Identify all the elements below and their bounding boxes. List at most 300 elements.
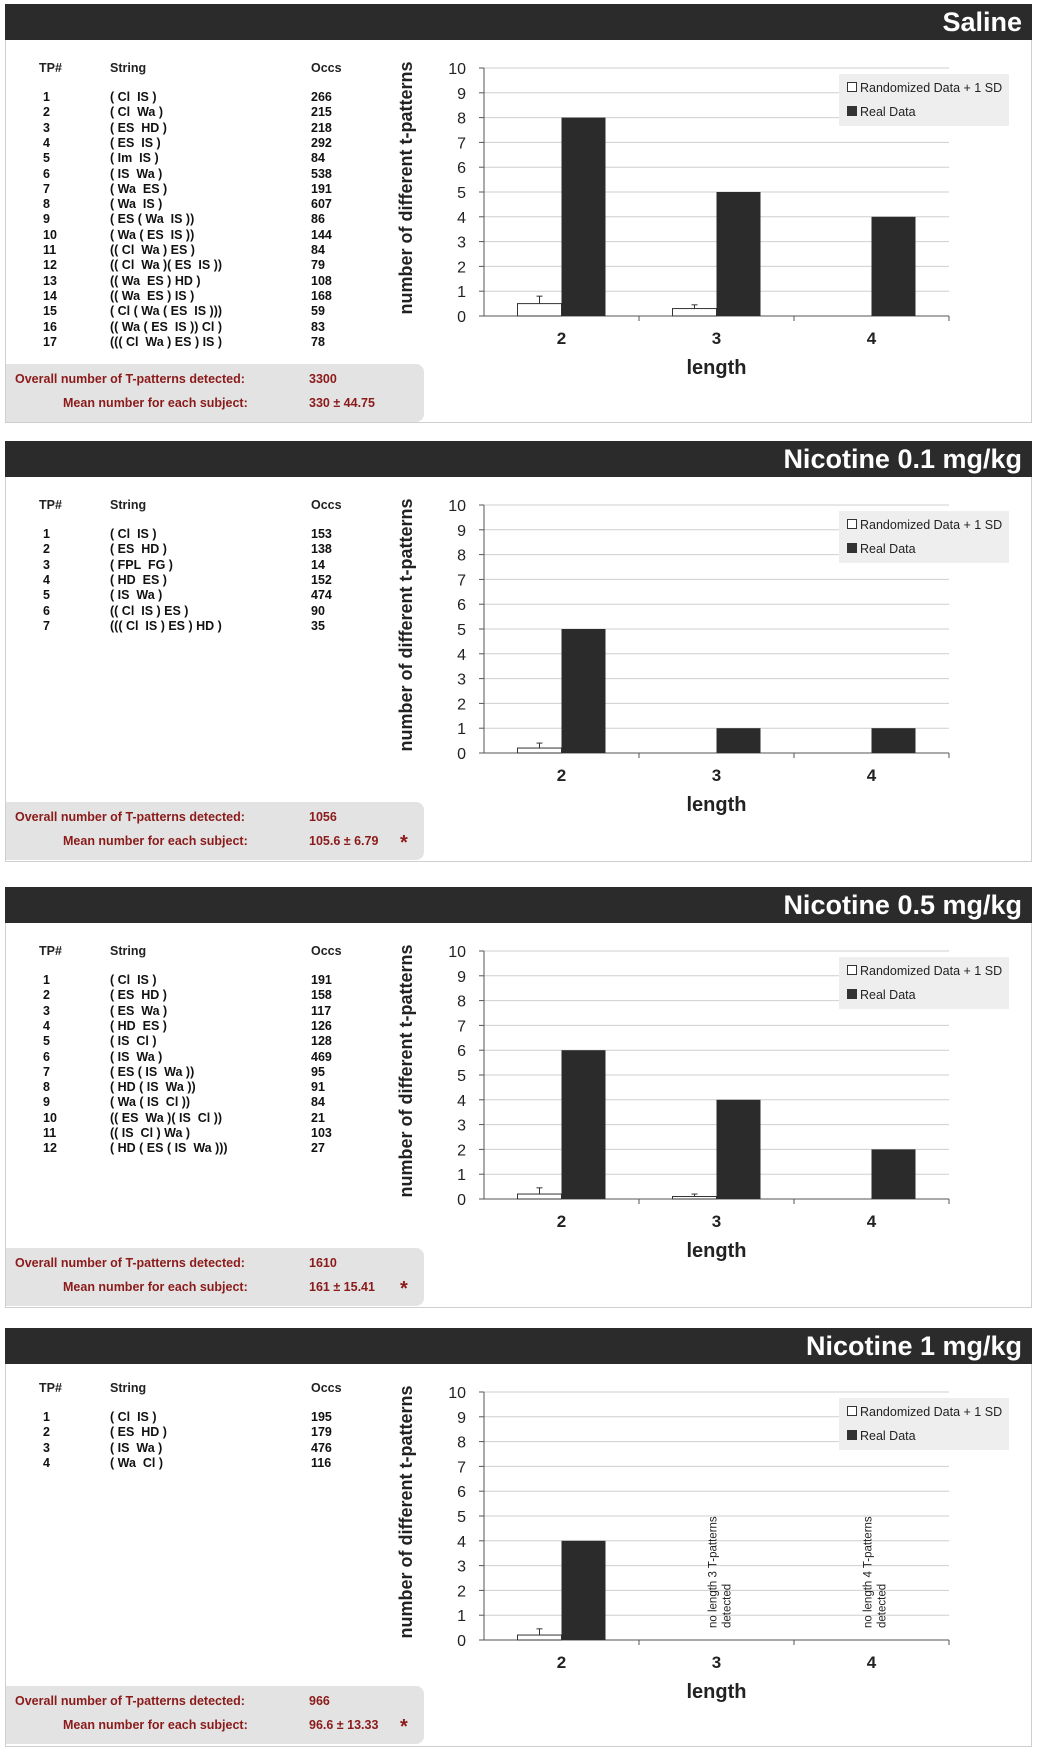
x-axis-label: length bbox=[686, 1240, 747, 1262]
header-string: String bbox=[110, 498, 147, 512]
table-row bbox=[6, 619, 426, 634]
y-tick-label: 1 bbox=[457, 1608, 466, 1626]
table-row bbox=[6, 1019, 426, 1034]
y-axis-label: number of different t-patterns bbox=[396, 944, 416, 1198]
panel-title: Nicotine 0.1 mg/kg bbox=[783, 444, 1022, 474]
row-tp: 9 bbox=[43, 1095, 50, 1110]
row-string: ( HD ( ES ( IS Wa ))) bbox=[110, 1141, 228, 1156]
header-occs: Occs bbox=[311, 944, 342, 958]
x-tick-label: 4 bbox=[866, 766, 877, 785]
y-tick-label: 9 bbox=[457, 522, 466, 540]
row-tp: 4 bbox=[43, 135, 50, 150]
y-tick-label: 1 bbox=[457, 1167, 466, 1185]
y-tick-label: 3 bbox=[457, 1117, 466, 1135]
panel-title: Nicotine 0.5 mg/kg bbox=[783, 890, 1022, 920]
row-string: ( Wa ( ES IS )) bbox=[110, 227, 195, 242]
legend-real-label: Real Data bbox=[860, 105, 916, 119]
x-tick-label: 3 bbox=[711, 766, 722, 785]
row-tp: 12 bbox=[43, 1141, 57, 1156]
row-tp: 5 bbox=[43, 151, 50, 166]
row-tp: 2 bbox=[43, 105, 50, 120]
row-string: ((( Cl Wa ) ES ) IS ) bbox=[110, 334, 223, 349]
row-tp: 11 bbox=[43, 1126, 57, 1140]
x-tick-label: 2 bbox=[556, 766, 567, 785]
bar-randomized bbox=[518, 1635, 562, 1640]
row-string: ( IS Wa ) bbox=[110, 588, 163, 603]
row-string: (( Wa ( ES IS )) Cl ) bbox=[110, 319, 223, 334]
legend-random bbox=[847, 1405, 1002, 1419]
row-string: ( Cl IS ) bbox=[110, 90, 157, 104]
row-string: ( HD ES ) bbox=[110, 572, 167, 587]
legend-real-label: Real Data bbox=[860, 988, 916, 1002]
row-occs: 84 bbox=[311, 151, 325, 166]
overall-value: 1056 bbox=[309, 810, 337, 824]
row-occs: 469 bbox=[311, 1049, 332, 1064]
panel-body bbox=[5, 1364, 1032, 1747]
y-tick-label: 10 bbox=[448, 944, 466, 961]
legend-swatch-real bbox=[847, 106, 857, 116]
y-tick-label: 5 bbox=[457, 622, 466, 639]
table-row bbox=[6, 1080, 426, 1095]
row-occs: 84 bbox=[311, 243, 325, 257]
chart-legend bbox=[839, 511, 1009, 563]
row-tp: 8 bbox=[43, 1080, 50, 1095]
row-string: ( Cl IS ) bbox=[110, 1410, 157, 1424]
table-row bbox=[6, 197, 426, 212]
row-tp: 8 bbox=[43, 197, 50, 212]
chart-legend bbox=[839, 1398, 1009, 1450]
legend-real-label: Real Data bbox=[860, 542, 916, 556]
row-tp: 6 bbox=[43, 1049, 50, 1064]
row-occs: 108 bbox=[311, 273, 332, 288]
row-string: ( Cl ( Wa ( ES IS ))) bbox=[110, 304, 223, 319]
no-pattern-annotation: no length 4 T-patterns bbox=[862, 1516, 875, 1628]
summary-box bbox=[6, 364, 424, 422]
x-tick-label: 3 bbox=[711, 329, 722, 348]
row-tp: 15 bbox=[43, 304, 57, 319]
no-pattern-annotation: detected bbox=[721, 1583, 734, 1628]
row-occs: 84 bbox=[311, 1095, 325, 1110]
table-row bbox=[6, 90, 426, 105]
y-tick-label: 9 bbox=[457, 85, 466, 103]
row-string: ( IS Wa ) bbox=[110, 166, 163, 181]
row-occs: 607 bbox=[311, 197, 332, 212]
bar-real bbox=[717, 192, 761, 316]
row-tp: 13 bbox=[43, 273, 57, 288]
mean-label: Mean number for each subject: bbox=[63, 1718, 248, 1732]
row-occs: 138 bbox=[311, 542, 332, 557]
header-occs: Occs bbox=[311, 61, 342, 75]
y-tick-label: 3 bbox=[457, 234, 466, 252]
y-tick-label: 8 bbox=[457, 110, 466, 128]
table-row bbox=[6, 1456, 426, 1471]
panel-title: Saline bbox=[942, 7, 1022, 37]
table-row bbox=[6, 228, 426, 243]
row-string: ( ES HD ) bbox=[110, 1425, 167, 1440]
bar-real bbox=[872, 1149, 916, 1199]
row-occs: 91 bbox=[311, 1080, 325, 1095]
row-string: ( HD ES ) bbox=[110, 1018, 167, 1033]
legend-real bbox=[847, 105, 916, 119]
overall-label: Overall number of T-patterns detected: bbox=[15, 1694, 245, 1708]
row-string: ( ES IS ) bbox=[110, 135, 161, 150]
y-tick-label: 5 bbox=[457, 1509, 466, 1526]
table-row bbox=[6, 121, 426, 136]
y-tick-label: 6 bbox=[457, 160, 466, 178]
mean-label: Mean number for each subject: bbox=[63, 396, 248, 410]
bar-real bbox=[717, 728, 761, 753]
row-tp: 7 bbox=[43, 1064, 50, 1079]
mean-value: 161 ± 15.41 bbox=[309, 1280, 375, 1294]
y-tick-label: 7 bbox=[457, 1459, 466, 1477]
row-string: ( Im IS ) bbox=[110, 151, 159, 166]
row-string: ( ES ( IS Wa )) bbox=[110, 1064, 195, 1079]
legend-real-label: Real Data bbox=[860, 1429, 916, 1443]
row-tp: 11 bbox=[43, 243, 57, 257]
row-occs: 195 bbox=[311, 1410, 332, 1424]
panel-body bbox=[5, 477, 1032, 862]
row-occs: 86 bbox=[311, 212, 325, 227]
bar-randomized bbox=[518, 1194, 562, 1199]
row-tp: 5 bbox=[43, 588, 50, 603]
row-occs: 144 bbox=[311, 227, 332, 242]
row-occs: 59 bbox=[311, 304, 325, 319]
legend-random-label: Randomized Data + 1 SD bbox=[860, 1405, 1003, 1419]
panel-header bbox=[5, 887, 1032, 923]
row-tp: 3 bbox=[43, 1440, 50, 1455]
table-row bbox=[6, 274, 426, 289]
y-tick-label: 4 bbox=[457, 646, 466, 664]
overall-label: Overall number of T-patterns detected: bbox=[15, 810, 245, 824]
y-axis-label: number of different t-patterns bbox=[396, 61, 416, 315]
y-tick-label: 2 bbox=[457, 259, 466, 277]
row-string: ( Wa IS ) bbox=[110, 197, 163, 212]
row-tp: 3 bbox=[43, 120, 50, 135]
row-occs: 153 bbox=[311, 527, 332, 541]
x-tick-label: 4 bbox=[866, 329, 877, 348]
row-occs: 168 bbox=[311, 288, 332, 303]
bar-real bbox=[562, 1541, 606, 1640]
table-row bbox=[6, 604, 426, 619]
row-string: ( ES HD ) bbox=[110, 988, 167, 1003]
row-occs: 103 bbox=[311, 1126, 332, 1140]
y-tick-label: 8 bbox=[457, 547, 466, 565]
summary-box bbox=[6, 1686, 424, 1744]
table-row bbox=[6, 558, 426, 573]
row-tp: 7 bbox=[43, 181, 50, 196]
header-tp: TP# bbox=[39, 944, 62, 958]
header-tp: TP# bbox=[39, 498, 62, 512]
row-tp: 10 bbox=[43, 1110, 57, 1125]
y-tick-label: 9 bbox=[457, 968, 466, 986]
table-row bbox=[6, 1004, 426, 1019]
row-occs: 218 bbox=[311, 120, 332, 135]
row-string: ( ES HD ) bbox=[110, 542, 167, 557]
row-tp: 1 bbox=[43, 1410, 50, 1424]
bar-real bbox=[872, 217, 916, 316]
panel-nicotine-0-1 bbox=[5, 441, 1032, 861]
y-tick-label: 7 bbox=[457, 135, 466, 153]
panel-title: Nicotine 1 mg/kg bbox=[805, 1331, 1022, 1361]
header-string: String bbox=[110, 1381, 147, 1395]
y-tick-label: 5 bbox=[457, 1068, 466, 1085]
row-tp: 1 bbox=[43, 527, 50, 541]
row-occs: 215 bbox=[311, 105, 332, 120]
panel-nicotine-1 bbox=[5, 1328, 1032, 1746]
row-occs: 191 bbox=[311, 973, 332, 987]
mean-label: Mean number for each subject: bbox=[63, 1280, 248, 1294]
row-string: ( ES HD ) bbox=[110, 120, 167, 135]
y-tick-label: 4 bbox=[457, 209, 466, 227]
row-tp: 4 bbox=[43, 1018, 50, 1033]
table-row bbox=[6, 1425, 426, 1440]
table-row bbox=[6, 304, 426, 319]
header-string: String bbox=[110, 61, 147, 75]
legend-swatch-real bbox=[847, 989, 857, 999]
table-row bbox=[6, 243, 426, 258]
row-occs: 83 bbox=[311, 319, 325, 334]
row-tp: 7 bbox=[43, 618, 50, 633]
y-tick-label: 3 bbox=[457, 1558, 466, 1576]
panel-body bbox=[5, 923, 1032, 1308]
bar-real bbox=[717, 1100, 761, 1199]
y-tick-label: 0 bbox=[457, 746, 466, 763]
legend-swatch-random bbox=[847, 519, 857, 529]
row-string: ( ES ( Wa IS )) bbox=[110, 212, 195, 227]
legend-real bbox=[847, 542, 916, 556]
row-tp: 2 bbox=[43, 988, 50, 1003]
row-occs: 78 bbox=[311, 334, 325, 349]
table-row bbox=[6, 1410, 426, 1425]
row-string: ( IS Wa ) bbox=[110, 1440, 163, 1455]
table-row bbox=[6, 1141, 426, 1156]
table-row bbox=[6, 573, 426, 588]
row-string: (( Cl Wa )( ES IS )) bbox=[110, 258, 223, 273]
row-string: ( Wa Cl ) bbox=[110, 1455, 164, 1470]
y-axis-label: number of different t-patterns bbox=[396, 498, 416, 752]
row-string: (( IS Cl ) Wa ) bbox=[110, 1126, 191, 1140]
y-tick-label: 4 bbox=[457, 1533, 466, 1551]
row-occs: 152 bbox=[311, 572, 332, 587]
row-string: ( FPL FG ) bbox=[110, 557, 173, 572]
table-row bbox=[6, 335, 426, 350]
bar-randomized bbox=[518, 748, 562, 753]
overall-value: 1610 bbox=[309, 1256, 337, 1270]
header-occs: Occs bbox=[311, 1381, 342, 1395]
overall-value: 3300 bbox=[309, 372, 337, 386]
x-axis-label: length bbox=[686, 1681, 747, 1703]
summary-box bbox=[6, 1248, 424, 1306]
y-tick-label: 3 bbox=[457, 671, 466, 689]
table-row bbox=[6, 320, 426, 335]
legend-swatch-random bbox=[847, 1406, 857, 1416]
mean-label: Mean number for each subject: bbox=[63, 834, 248, 848]
overall-label: Overall number of T-patterns detected: bbox=[15, 372, 245, 386]
x-tick-label: 2 bbox=[556, 1212, 567, 1231]
table-row bbox=[6, 1111, 426, 1126]
row-tp: 4 bbox=[43, 1455, 50, 1470]
row-tp: 5 bbox=[43, 1034, 50, 1049]
y-tick-label: 6 bbox=[457, 1043, 466, 1061]
x-tick-label: 3 bbox=[711, 1653, 722, 1672]
panel-body bbox=[5, 40, 1032, 423]
table-row bbox=[6, 212, 426, 227]
bar-randomized bbox=[518, 304, 562, 316]
bar-real bbox=[562, 118, 606, 316]
y-tick-label: 7 bbox=[457, 1018, 466, 1036]
legend-swatch-real bbox=[847, 1430, 857, 1440]
row-occs: 474 bbox=[311, 588, 332, 603]
row-occs: 266 bbox=[311, 90, 332, 104]
row-tp: 1 bbox=[43, 973, 50, 987]
table-row bbox=[6, 1441, 426, 1456]
row-tp: 2 bbox=[43, 1425, 50, 1440]
row-occs: 79 bbox=[311, 258, 325, 273]
no-pattern-annotation: detected bbox=[876, 1583, 889, 1628]
y-tick-label: 2 bbox=[457, 1142, 466, 1160]
table-row bbox=[6, 527, 426, 542]
row-string: (( Wa ES ) HD ) bbox=[110, 273, 201, 288]
row-string: ( HD ( IS Wa )) bbox=[110, 1080, 196, 1095]
row-tp: 17 bbox=[43, 334, 57, 349]
row-occs: 21 bbox=[311, 1110, 325, 1125]
mean-value: 330 ± 44.75 bbox=[309, 396, 375, 410]
table-row bbox=[6, 258, 426, 273]
bar-real bbox=[562, 629, 606, 753]
row-occs: 191 bbox=[311, 181, 332, 196]
header-tp: TP# bbox=[39, 1381, 62, 1395]
bar-randomized bbox=[673, 309, 717, 316]
x-tick-label: 2 bbox=[556, 329, 567, 348]
row-tp: 9 bbox=[43, 212, 50, 227]
table-row bbox=[6, 1034, 426, 1049]
table-row bbox=[6, 1065, 426, 1080]
bar-randomized bbox=[673, 1197, 717, 1199]
legend-random-label: Randomized Data + 1 SD bbox=[860, 964, 1003, 978]
x-tick-label: 4 bbox=[866, 1653, 877, 1672]
y-tick-label: 2 bbox=[457, 1583, 466, 1601]
panel-nicotine-0-5 bbox=[5, 887, 1032, 1307]
legend-random-label: Randomized Data + 1 SD bbox=[860, 518, 1003, 532]
table-row bbox=[6, 182, 426, 197]
row-string: ( IS Wa ) bbox=[110, 1049, 163, 1064]
no-pattern-annotation: no length 3 T-patterns bbox=[707, 1516, 720, 1628]
row-occs: 538 bbox=[311, 166, 332, 181]
chart-legend bbox=[839, 74, 1009, 126]
bar-real bbox=[872, 728, 916, 753]
table-row bbox=[6, 542, 426, 557]
row-string: ( IS Cl ) bbox=[110, 1034, 157, 1049]
header-string: String bbox=[110, 944, 147, 958]
y-tick-label: 8 bbox=[457, 993, 466, 1011]
row-string: (( ES Wa )( IS Cl )) bbox=[110, 1110, 223, 1125]
table-row bbox=[6, 1126, 426, 1141]
row-occs: 35 bbox=[311, 618, 325, 633]
y-tick-label: 10 bbox=[448, 1385, 466, 1402]
row-occs: 90 bbox=[311, 603, 325, 618]
legend-real bbox=[847, 988, 916, 1002]
y-tick-label: 4 bbox=[457, 1092, 466, 1110]
y-tick-label: 9 bbox=[457, 1409, 466, 1427]
y-tick-label: 1 bbox=[457, 284, 466, 302]
table-row bbox=[6, 167, 426, 182]
legend-real bbox=[847, 1429, 916, 1443]
mean-value: 96.6 ± 13.33 bbox=[309, 1718, 379, 1732]
overall-value: 966 bbox=[309, 1694, 330, 1708]
y-tick-label: 5 bbox=[457, 185, 466, 202]
row-string: ( Wa ES ) bbox=[110, 181, 168, 196]
row-occs: 158 bbox=[311, 988, 332, 1003]
bar-real bbox=[562, 1050, 606, 1199]
table-row bbox=[6, 988, 426, 1003]
row-occs: 27 bbox=[311, 1141, 325, 1156]
legend-swatch-random bbox=[847, 82, 857, 92]
panel-header bbox=[5, 1328, 1032, 1364]
x-tick-label: 2 bbox=[556, 1653, 567, 1672]
row-occs: 128 bbox=[311, 1034, 332, 1049]
row-tp: 10 bbox=[43, 227, 57, 242]
y-tick-label: 0 bbox=[457, 1633, 466, 1650]
table-row bbox=[6, 973, 426, 988]
row-occs: 476 bbox=[311, 1440, 332, 1455]
panel-saline bbox=[5, 4, 1032, 422]
panel-header bbox=[5, 441, 1032, 477]
row-string: ((( Cl IS ) ES ) HD ) bbox=[110, 618, 222, 633]
legend-random bbox=[847, 518, 1002, 532]
table-row bbox=[6, 151, 426, 166]
table-row bbox=[6, 136, 426, 151]
overall-label: Overall number of T-patterns detected: bbox=[15, 1256, 245, 1270]
panel-header bbox=[5, 4, 1032, 40]
legend-random-label: Randomized Data + 1 SD bbox=[860, 81, 1003, 95]
legend-random bbox=[847, 81, 1002, 95]
row-tp: 14 bbox=[43, 288, 57, 303]
table-row bbox=[6, 1050, 426, 1065]
row-occs: 95 bbox=[311, 1064, 325, 1079]
y-tick-label: 2 bbox=[457, 696, 466, 714]
x-axis-label: length bbox=[686, 357, 747, 379]
row-string: ( Wa ( IS Cl )) bbox=[110, 1095, 191, 1110]
row-tp: 12 bbox=[43, 258, 57, 273]
row-tp: 4 bbox=[43, 572, 50, 587]
significance-star: * bbox=[400, 1278, 408, 1300]
y-tick-label: 0 bbox=[457, 309, 466, 326]
row-tp: 6 bbox=[43, 603, 50, 618]
row-tp: 3 bbox=[43, 557, 50, 572]
y-tick-label: 0 bbox=[457, 1192, 466, 1209]
row-tp: 6 bbox=[43, 166, 50, 181]
row-string: (( Cl IS ) ES ) bbox=[110, 603, 189, 618]
y-tick-label: 6 bbox=[457, 1484, 466, 1502]
row-tp: 2 bbox=[43, 542, 50, 557]
row-string: ( ES Wa ) bbox=[110, 1003, 168, 1018]
row-occs: 292 bbox=[311, 135, 332, 150]
row-string: ( Cl Wa ) bbox=[110, 105, 164, 120]
legend-random bbox=[847, 964, 1002, 978]
mean-value: 105.6 ± 6.79 bbox=[309, 834, 379, 848]
y-axis-label: number of different t-patterns bbox=[396, 1385, 416, 1639]
y-tick-label: 7 bbox=[457, 572, 466, 590]
row-string: (( Wa ES ) IS ) bbox=[110, 288, 195, 303]
row-string: ( Cl IS ) bbox=[110, 527, 157, 541]
legend-swatch-real bbox=[847, 543, 857, 553]
table-row bbox=[6, 1095, 426, 1110]
y-tick-label: 8 bbox=[457, 1434, 466, 1452]
row-occs: 179 bbox=[311, 1425, 332, 1440]
header-tp: TP# bbox=[39, 61, 62, 75]
x-tick-label: 4 bbox=[866, 1212, 877, 1231]
row-string: ( Cl IS ) bbox=[110, 973, 157, 987]
